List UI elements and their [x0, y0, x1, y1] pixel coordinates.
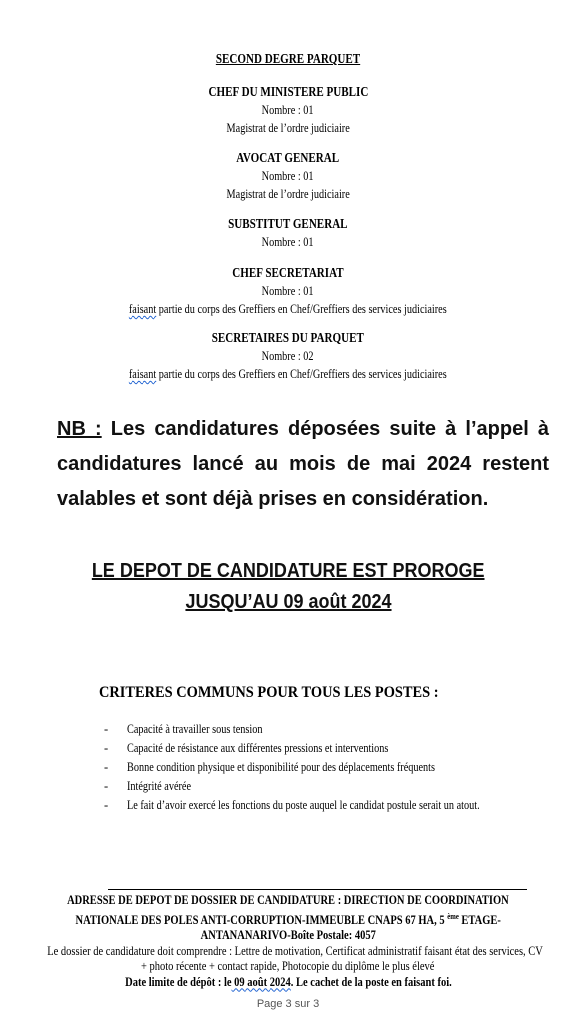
criteria-item-text: Capacité à travailler sous tension: [127, 722, 263, 736]
post-substitut-general: [0, 215, 576, 251]
post-detail-rest: partie du corps des Greffiers en Chef/Greffiers des services judiciaires: [156, 367, 447, 381]
bullet-dash: -: [104, 779, 109, 793]
list-item: [104, 777, 544, 796]
list-item: [104, 796, 544, 815]
post-title: SUBSTITUT GENERAL: [228, 216, 348, 231]
post-chef-ministere-public: [0, 83, 576, 137]
section-heading: [0, 50, 576, 68]
post-detail: Magistrat de l’ordre judiciaire: [226, 187, 350, 201]
criteria-item-text: Intégrité avérée: [127, 779, 192, 793]
criteria-item-text: Capacité de résistance aux différentes pressions et interventions: [127, 741, 389, 755]
bullet-dash: -: [104, 760, 109, 774]
deadline-label: Date limite de dépôt : le: [124, 974, 232, 989]
address-line-5: + photo récente + contact rapide, Photocopie du diplôme le plus élevé: [141, 959, 435, 974]
bullet-dash: -: [104, 722, 109, 736]
address-line-1: ADRESSE DE DEPOT DE DOSSIER DE CANDIDATURE : DIRECTION DE COORDINATION: [67, 893, 509, 907]
address-line-2-sup: ème: [447, 911, 459, 921]
address-line-3: ANTANANARIVO-Boîte Postale: 4057: [200, 928, 376, 943]
post-count: Nombre : 01: [262, 284, 314, 298]
post-title: CHEF DU MINISTERE PUBLIC: [208, 84, 368, 99]
post-count: Nombre : 02: [262, 349, 314, 363]
nb-text: Les candidatures déposées suite à l’appel à candidatures lancé au mois de mai 2024 restent valables et sont déjà prises en considération.: [57, 418, 549, 510]
post-detail: [129, 301, 447, 317]
post-count: Nombre : 01: [262, 169, 314, 183]
criteria-list: [104, 720, 544, 815]
criteria-item-text: Le fait d’avoir exercé les fonctions du poste auquel le candidat postule serait un atout.: [127, 798, 480, 812]
address-divider: [108, 889, 527, 890]
post-title: CHEF SECRETARIAT: [232, 265, 344, 280]
spellcheck-word: faisant: [129, 302, 157, 316]
post-avocat-general: [0, 149, 576, 203]
bullet-dash: -: [104, 798, 109, 812]
prorogation-notice: [0, 556, 576, 618]
list-item: [104, 758, 544, 777]
post-detail: [129, 366, 447, 382]
nb-label: NB :: [57, 418, 102, 440]
post-secretaires-parquet: [0, 329, 576, 383]
bullet-dash: -: [104, 741, 109, 755]
post-chef-secretariat: [0, 264, 576, 318]
post-count: Nombre : 01: [262, 103, 314, 117]
section-title: SECOND DEGRE PARQUET: [215, 51, 361, 66]
list-item: [104, 720, 544, 739]
post-detail: Magistrat de l’ordre judiciaire: [226, 121, 350, 135]
list-item: [104, 739, 544, 758]
address-line-4: Le dossier de candidature doit comprendre : Lettre de motivation, Certificat administratif faisant état des services, CV: [47, 943, 543, 958]
nb-paragraph: [57, 412, 549, 517]
criteria-item-text: Bonne condition physique et disponibilité pour des déplacements fréquents: [127, 760, 436, 774]
post-title: SECRETAIRES DU PARQUET: [211, 330, 365, 345]
address-block: [0, 893, 576, 990]
post-count: Nombre : 01: [262, 235, 314, 249]
address-line-2a: NATIONALE DES POLES ANTI-CORRUPTION-IMMEUBLE CNAPS 67 HA, 5: [75, 912, 448, 927]
criteria-title: CRITERES COMMUNS POUR TOUS LES POSTES :: [99, 684, 439, 701]
prorogation-line-2: JUSQU’AU 09 août 2024: [184, 591, 392, 613]
post-title: AVOCAT GENERAL: [236, 150, 340, 165]
deadline-date: 09 août 2024: [231, 974, 291, 989]
post-detail-rest: partie du corps des Greffiers en Chef/Greffiers des services judiciaires: [156, 302, 447, 316]
deadline-note: . Le cachet de la poste en faisant foi.: [290, 974, 452, 989]
page-number: Page 3 sur 3: [256, 998, 320, 1010]
address-line-2b: ETAGE-: [458, 912, 501, 927]
spellcheck-word: faisant: [129, 367, 157, 381]
prorogation-line-1: LE DEPOT DE CANDIDATURE EST PROROGE: [91, 560, 485, 582]
